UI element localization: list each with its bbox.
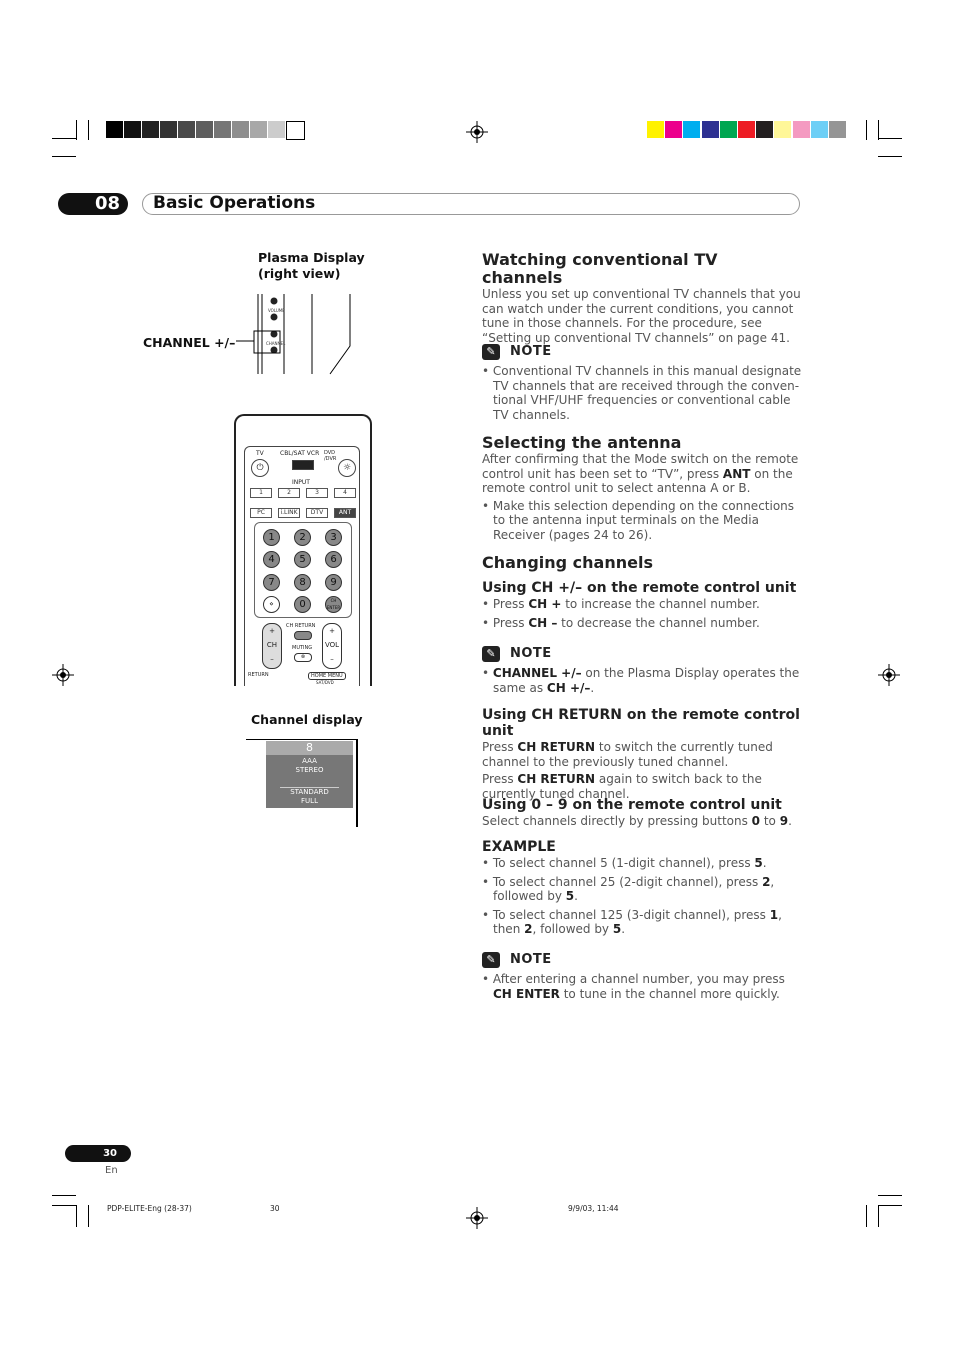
bold: CH RETURN <box>517 772 596 786</box>
bold: CH ENTER <box>493 986 560 1001</box>
language-label: En <box>105 1165 118 1176</box>
note-header <box>482 646 802 662</box>
display-line4: FULL <box>301 797 318 805</box>
channel-display-screen <box>266 741 353 808</box>
bullet: • Press CH + to increase the channel number. <box>482 597 760 611</box>
gray-swatch <box>124 121 141 138</box>
ch-enter-key[interactable]: CH ENTER <box>325 596 342 613</box>
bold: 2 <box>524 922 533 936</box>
dtv-button[interactable]: DTV <box>306 508 328 518</box>
text: Select channels directly by pressing buttons <box>482 814 752 828</box>
color-swatch <box>829 121 846 138</box>
plasma-channel-label: CHANNEL <box>266 341 286 346</box>
text: to switch the currently tuned channel to the previously tuned channel. <box>482 740 773 769</box>
gray-swatch <box>196 121 213 138</box>
gray-swatch <box>160 121 177 138</box>
plasma-title-line2: (right view) <box>258 266 341 281</box>
input-button-2[interactable]: 2 <box>278 488 300 498</box>
color-swatch <box>756 121 773 138</box>
bullet: • Make this selection depending on the connections to the antenna input terminals on the Media Receiver (pages 24 to 26). <box>482 498 795 542</box>
number-key-1[interactable]: 1 <box>263 529 280 546</box>
bold: 5 <box>565 889 575 903</box>
text: . <box>590 680 595 695</box>
gray-swatch <box>286 121 305 140</box>
crop-mark <box>76 1205 77 1227</box>
number-key-6[interactable]: 6 <box>325 551 342 568</box>
chapter-title-bar <box>142 193 800 215</box>
number-key-2[interactable]: 2 <box>294 529 311 546</box>
registration-target-icon <box>466 121 488 143</box>
gray-swatch <box>178 121 195 138</box>
bold: 1 <box>769 907 779 922</box>
registration-target-icon <box>52 664 74 686</box>
ant-bold: ANT <box>722 466 751 481</box>
footer-filename: PDP-ELITE-Eng (28-37) <box>107 1204 192 1213</box>
gray-swatch <box>106 121 123 138</box>
ch-label: CH <box>266 641 278 649</box>
plasma-side-illustration <box>236 290 356 376</box>
note1-text: Conventional TV channels in this manual designate TV channels that are received through the conven-tional VHF/UHF frequencies or conventional cable TV channels. <box>492 364 802 422</box>
gray-swatch <box>142 121 159 138</box>
bullet: • To select channel 5 (1-digit channel), press 5. <box>482 856 767 870</box>
subsection-title: Using CH +/– on the remote control unit <box>482 580 797 596</box>
subsection-title: Using CH RETURN on the remote control unit <box>482 707 800 739</box>
bullet: • To select channel 25 (2-digit channel), press 2, followed by 5. <box>482 874 775 903</box>
input-button-3[interactable]: 3 <box>306 488 328 498</box>
plasma-title-line1: Plasma Display <box>258 250 365 265</box>
muting-label: MUTING <box>292 645 313 651</box>
bold: 0 <box>751 814 761 828</box>
color-swatch <box>720 121 737 138</box>
footer-date: 9/9/03, 11:44 <box>568 1204 619 1213</box>
crop-mark <box>52 1195 76 1196</box>
text: , followed by <box>493 874 775 903</box>
text: on the Plasma Display operates the same as <box>493 666 800 695</box>
registration-target-icon <box>878 664 900 686</box>
channel-label: CHANNEL +/– <box>143 335 236 350</box>
note-label: NOTE <box>510 951 552 967</box>
text: again to switch back to the currently tuned channel. <box>482 772 762 801</box>
dot-key[interactable]: ⋄ <box>263 596 280 613</box>
mode-dvd-label: DVD /DVR <box>324 450 337 462</box>
chapter-title: Basic Operations <box>153 193 316 213</box>
bold: CH +/– <box>546 680 591 695</box>
text: Press <box>482 772 518 786</box>
bold: 2 <box>762 874 771 889</box>
paragraph <box>482 740 802 769</box>
crop-mark <box>878 156 902 157</box>
crop-mark <box>76 120 77 140</box>
ch-return-button[interactable] <box>294 631 312 640</box>
text: . <box>621 922 626 936</box>
text: To select channel 125 (3-digit channel), press <box>492 907 770 922</box>
plasma-figure-title <box>258 250 365 282</box>
bold: 5 <box>612 922 622 936</box>
crop-mark <box>52 138 76 139</box>
section-title: Changing channels <box>482 553 653 572</box>
gray-swatch <box>232 121 249 138</box>
text: To select channel 5 (1-digit channel), press <box>492 856 755 870</box>
ant-button[interactable]: ANT <box>334 508 356 518</box>
bullet: • Conventional TV channels in this manual designate TV channels that are received through the conven-tional VHF/UHF frequencies or conventional cable TV channels. <box>482 364 802 422</box>
bullet: • To select channel 125 (3-digit channel), press 1, then 2, followed by 5. <box>482 907 782 936</box>
section-antenna <box>482 434 802 542</box>
pencil-note-icon: ✎ <box>482 646 500 662</box>
note-2 <box>482 646 802 695</box>
input-button-4[interactable]: 4 <box>334 488 356 498</box>
example-title: EXAMPLE <box>482 839 556 855</box>
section-title: Watching conventional TV channels <box>482 250 718 287</box>
bold: 9 <box>779 814 789 828</box>
text: Press <box>482 740 518 754</box>
crop-mark <box>866 1205 867 1227</box>
note-label: NOTE <box>510 645 552 661</box>
bold: 5 <box>754 856 763 870</box>
text: . <box>788 814 792 828</box>
number-key-0[interactable]: 0 <box>294 596 311 613</box>
color-swatch <box>702 121 719 138</box>
mode-cblsat-label: CBL/SAT VCR <box>280 450 320 457</box>
pc-button[interactable]: PC <box>250 508 272 518</box>
note-3 <box>482 952 802 1001</box>
input-button-1[interactable]: 1 <box>250 488 272 498</box>
subsection-title: Using 0 – 9 on the remote control unit <box>482 797 782 813</box>
vol-label: VOL <box>324 641 340 649</box>
text: Press <box>492 597 529 611</box>
note-1 <box>482 344 802 422</box>
satdvd-label: SAT/DVD <box>316 680 334 685</box>
display-line1: AAA <box>302 757 317 765</box>
ilink-button[interactable]: i.LINK <box>278 508 300 518</box>
crop-mark <box>88 120 89 140</box>
text: on the remote control unit to select antenna A or B. <box>482 466 793 495</box>
crop-mark <box>878 1195 902 1196</box>
vol-rocker[interactable]: + VOL – <box>322 623 342 669</box>
display-line2: STEREO <box>295 766 324 774</box>
crop-mark <box>878 138 902 139</box>
subsection-ch-plus-minus <box>482 580 802 630</box>
footer-page: 30 <box>270 1204 280 1213</box>
crop-mark <box>52 156 76 157</box>
crop-mark <box>878 1205 902 1206</box>
number-key-7[interactable]: 7 <box>263 574 280 591</box>
crop-mark <box>878 1205 879 1227</box>
text: to tune in the channel more quickly. <box>559 986 780 1001</box>
number-key-3[interactable]: 3 <box>325 529 342 546</box>
note-header <box>482 952 802 968</box>
channel-number: 8 <box>266 741 353 755</box>
color-swatch <box>793 121 810 138</box>
light-button[interactable]: ☼ <box>338 459 356 477</box>
text: Make this selection depending on the connections to the antenna input terminals on the Media Receiver (pages 24 to 26). <box>492 498 795 542</box>
bold: CH RETURN <box>517 740 596 754</box>
ch-rocker[interactable]: + CH – <box>262 623 282 669</box>
color-swatch <box>774 121 791 138</box>
crop-mark <box>88 1205 89 1227</box>
muting-button[interactable]: ⊗ <box>294 653 312 662</box>
registration-target-icon <box>466 1207 488 1229</box>
text: After entering a channel number, you may press <box>492 972 785 986</box>
color-swatch <box>811 121 828 138</box>
bullet: • After entering a channel number, you may press CH ENTER to tune in the channel more quickly. <box>482 972 785 1001</box>
section-watching <box>482 251 802 345</box>
gray-swatch <box>250 121 267 138</box>
remote-control-illustration <box>234 414 372 686</box>
text: . <box>762 856 767 870</box>
note-label: NOTE <box>510 343 552 359</box>
page-number-badge <box>65 1145 131 1162</box>
subsection-ch-return <box>482 707 802 801</box>
text: , then <box>493 907 782 936</box>
power-button[interactable]: ⏻ <box>251 459 269 477</box>
subsection-0-9 <box>482 797 802 829</box>
number-key-4[interactable]: 4 <box>263 551 280 568</box>
mode-tv-label: TV <box>256 450 264 457</box>
plasma-volume-label: VOLUME <box>268 308 285 313</box>
pencil-note-icon: ✎ <box>482 344 500 360</box>
text: to increase the channel number. <box>561 597 760 611</box>
page-number: 30 <box>103 1148 117 1159</box>
home-menu-button[interactable]: HOME MENU <box>308 672 346 680</box>
example <box>482 839 802 937</box>
return-label: RETURN <box>248 672 269 678</box>
crop-mark <box>878 120 879 140</box>
gray-swatch <box>214 121 231 138</box>
crop-mark <box>866 120 867 140</box>
section-changing <box>482 554 802 572</box>
bold: CHANNEL +/– <box>492 666 582 680</box>
paragraph: Unless you set up conventional TV channels that you can watch under the current conditions, you cannot tune in those channels. For the procedure, see “Setting up conventional TV channels” on page 41. <box>482 287 801 345</box>
chapter-number-badge: 08 <box>58 193 128 215</box>
bullet: • CHANNEL +/– on the Plasma Display operates the same as CH +/–. <box>482 666 800 695</box>
paragraph <box>482 452 802 496</box>
text: After confirming that the Mode switch on the remote control unit has been set to “TV”, press <box>482 452 799 481</box>
crop-mark <box>52 1205 76 1206</box>
note-header <box>482 344 802 360</box>
section-title: Selecting the antenna <box>482 433 682 452</box>
color-swatch <box>665 121 682 138</box>
paragraph <box>482 814 802 829</box>
pencil-note-icon: ✎ <box>482 952 500 968</box>
color-swatch <box>738 121 755 138</box>
ch-return-label: CH RETURN <box>286 623 316 629</box>
mode-switch[interactable] <box>292 460 314 470</box>
bold: CH + <box>528 597 562 611</box>
number-key-8[interactable]: 8 <box>294 574 311 591</box>
display-line3: STANDARD <box>290 788 329 796</box>
text: to <box>760 814 780 828</box>
text: Press <box>492 615 529 630</box>
number-key-5[interactable]: 5 <box>294 551 311 568</box>
channel-display-title: Channel display <box>251 712 363 727</box>
text: to decrease the channel number. <box>557 615 760 630</box>
bullet: • Press CH – to decrease the channel number. <box>482 615 760 630</box>
text: . <box>574 889 578 903</box>
text: To select channel 25 (2-digit channel), press <box>492 874 763 889</box>
input-label: INPUT <box>292 479 310 486</box>
gray-swatch <box>268 121 285 138</box>
text: , followed by <box>532 922 613 936</box>
number-key-9[interactable]: 9 <box>325 574 342 591</box>
color-swatch <box>647 121 664 138</box>
color-swatch <box>683 121 700 138</box>
bold: CH – <box>528 615 558 630</box>
